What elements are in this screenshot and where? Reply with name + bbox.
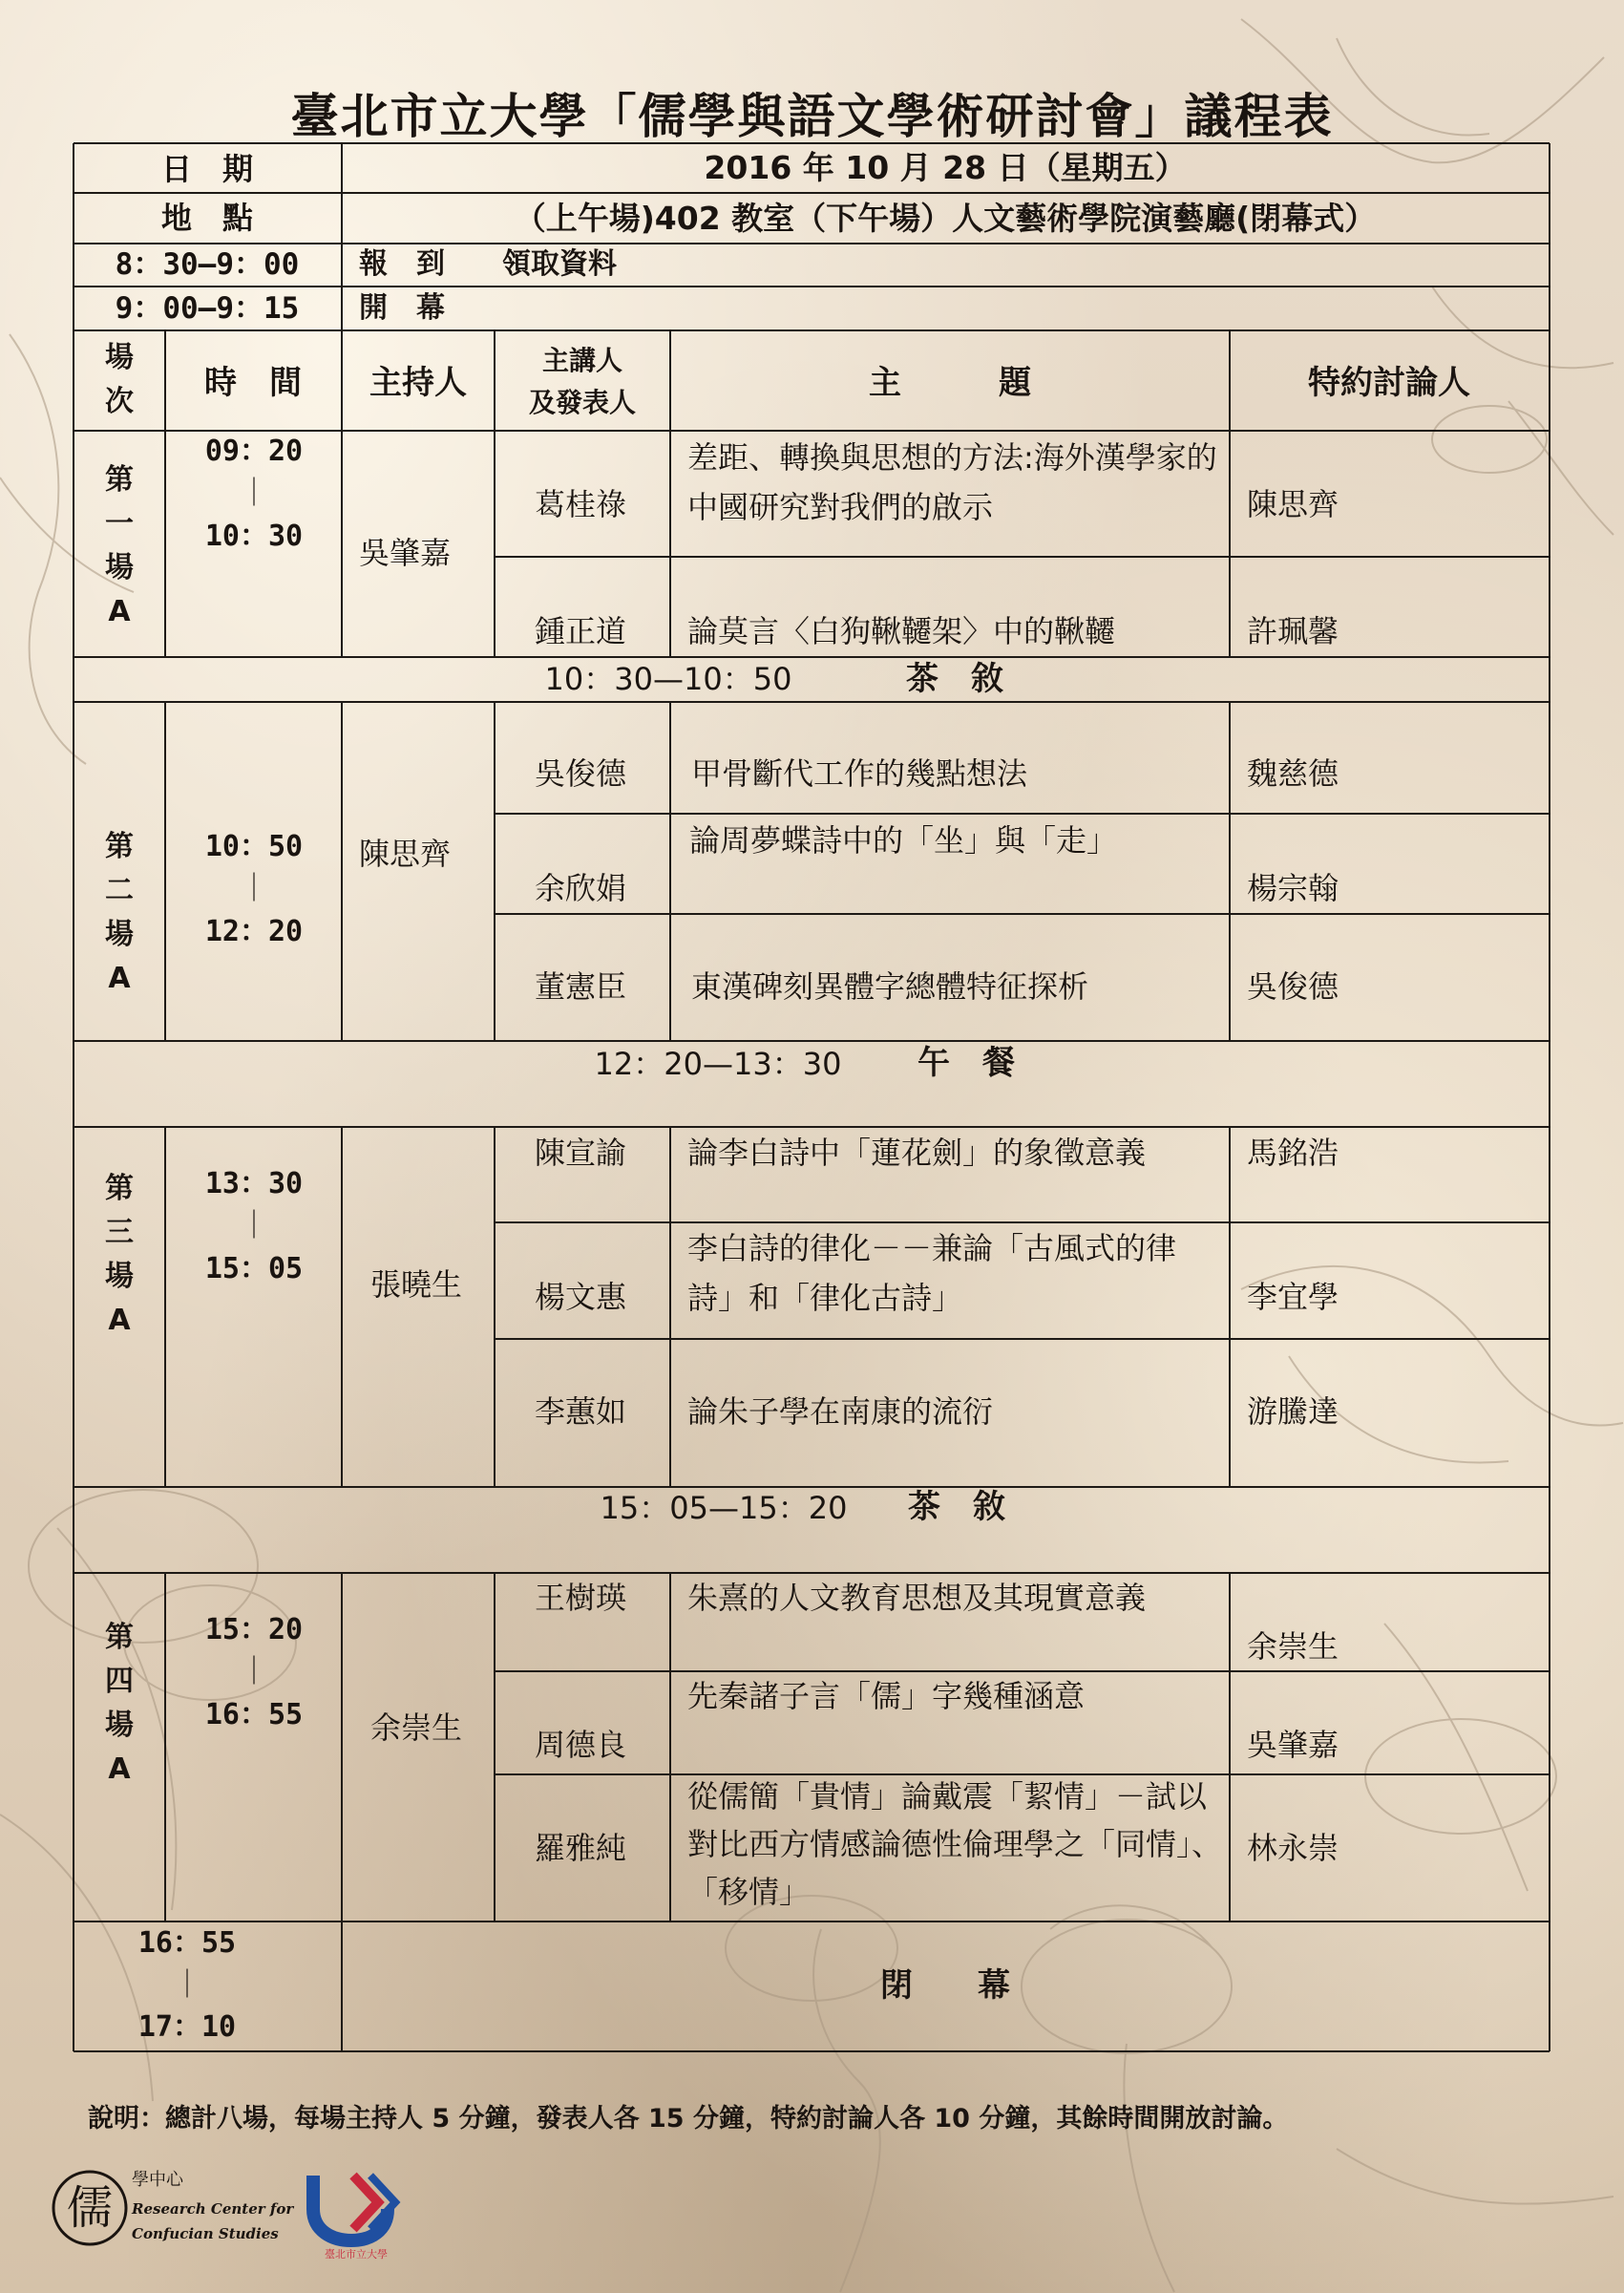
place-value: （上午場)402 教室（下午場）人文藝術學院演藝廳(閉幕式） <box>514 200 1377 237</box>
session-2-time-sep: ｜ <box>240 872 268 905</box>
footnote: 說明：總計八場，每場主持人 5 分鐘，發表人各 15 分鐘，特約討論人各 10 分鐘，其餘時間開放討論。 <box>88 2104 1289 2134</box>
ru-logo-text-1: 學中心 <box>132 2170 183 2190</box>
break-1-time: 10：30—10：50 <box>544 661 792 697</box>
session-2-time-end: 12：20 <box>204 915 304 948</box>
session-3-talk-1-topic: 論李白詩中「蓮花劍」的象徵意義 <box>687 1135 1147 1171</box>
registration-time: 8：30—9：00 <box>115 247 300 282</box>
col-header-speaker-line1: 主講人 <box>541 345 623 376</box>
session-2-talk-1-discussant: 魏慈德 <box>1247 755 1339 792</box>
break-3-label: 茶 敘 <box>908 1488 1005 1526</box>
session-3-time-end: 15：05 <box>204 1252 304 1285</box>
session-4-talk-1-topic: 朱熹的人文教育思想及其現實意義 <box>687 1580 1147 1616</box>
col-header-time: 時 間 <box>204 364 302 402</box>
opening-time: 9：00—9：15 <box>115 291 300 326</box>
session-1-time-sep: ｜ <box>240 477 268 510</box>
session-4-talk-2-discussant: 吳肇嘉 <box>1247 1727 1339 1763</box>
session-1-name: 第一場A <box>105 463 134 628</box>
session-2-talk-2-speaker: 余欣娟 <box>534 870 627 906</box>
session-4-time-start: 15：20 <box>204 1613 304 1646</box>
session-3-name: 第三場A <box>105 1172 134 1337</box>
session-3-talk-3-topic: 論朱子學在南康的流衍 <box>687 1393 994 1430</box>
break-2-time: 12：20—13：30 <box>594 1046 842 1082</box>
col-header-host: 主持人 <box>369 364 467 402</box>
session-2-time-start: 10：50 <box>204 830 304 863</box>
place-label: 地 點 <box>160 200 254 236</box>
session-4-talk-3-speaker: 羅雅純 <box>534 1830 627 1866</box>
closing-time-sep: ｜ <box>173 1968 201 2002</box>
session-4-talk-1-speaker: 王樹瑛 <box>534 1580 627 1616</box>
ut-logo-caption: 臺北市立大學 <box>325 2248 388 2261</box>
session-2-talk-3-speaker: 董憲臣 <box>534 968 627 1005</box>
session-3-time-sep: ｜ <box>240 1209 268 1242</box>
session-1-time-start: 09：20 <box>204 435 304 468</box>
session-2-talk-1-topic: 甲骨斷代工作的幾點想法 <box>691 755 1028 792</box>
closing-label: 閉 幕 <box>880 1966 1010 2005</box>
col-header-session: 場次 <box>105 341 134 418</box>
session-3-talk-2-topic: 李白詩的律化－－兼論「古風式的律詩」和「律化古詩」 <box>687 1230 1177 1316</box>
closing-time-start: 16：55 <box>137 1926 237 1960</box>
session-2-talk-2-discussant: 楊宗翰 <box>1247 870 1339 906</box>
session-1-talk-1-speaker: 葛桂祿 <box>534 486 627 522</box>
session-2-talk-3-discussant: 吳俊德 <box>1247 968 1339 1005</box>
session-3-talk-2-discussant: 李宜學 <box>1247 1279 1339 1315</box>
col-header-speaker-line2: 及發表人 <box>528 387 637 418</box>
session-2-host: 陳思齊 <box>359 836 452 872</box>
session-2-talk-2-topic: 論周夢蝶詩中的「坐」與「走」 <box>689 822 1118 859</box>
closing-time-end: 17：10 <box>137 2010 237 2044</box>
session-3-host: 張曉生 <box>370 1266 463 1303</box>
session-3-talk-3-speaker: 李蕙如 <box>534 1393 627 1430</box>
session-2-talk-3-topic: 東漢碑刻異體字總體特征探析 <box>691 968 1089 1005</box>
session-4-talk-2-speaker: 周德良 <box>534 1727 627 1763</box>
session-3-talk-2-speaker: 楊文惠 <box>534 1279 627 1315</box>
session-4-time-end: 16：55 <box>204 1698 304 1731</box>
ru-logo-text-2: Research Center for <box>132 2200 294 2218</box>
break-1-label: 茶 敘 <box>906 660 1003 698</box>
break-3-time: 15：05—15：20 <box>600 1490 848 1526</box>
session-2-name: 第二場A <box>105 830 134 995</box>
session-3-talk-1-speaker: 陳宣諭 <box>534 1135 627 1171</box>
registration-text: 報 到 領取資料 <box>359 247 617 281</box>
session-1-talk-2-discussant: 許珮馨 <box>1247 613 1339 649</box>
session-3-time-start: 13：30 <box>204 1167 304 1200</box>
research-center-logo <box>50 2160 294 2256</box>
date-label: 日 期 <box>160 151 254 187</box>
session-1-talk-1-discussant: 陳思齊 <box>1247 486 1339 522</box>
break-2-label: 午 餐 <box>917 1044 1015 1082</box>
session-3-talk-3-discussant: 游騰達 <box>1247 1393 1339 1430</box>
session-1-host: 吳肇嘉 <box>359 535 452 571</box>
session-4-talk-3-discussant: 林永崇 <box>1247 1830 1339 1866</box>
ru-logo-text-3: Confucian Studies <box>132 2225 279 2242</box>
session-1-talk-1-topic: 差距、轉換與思想的方法:海外漢學家的中國研究對我們的啟示 <box>687 439 1217 525</box>
session-1-talk-2-topic: 論莫言〈白狗鞦韆架〉中的鞦韆 <box>687 613 1116 649</box>
date-value: 2016 年 10 月 28 日（星期五） <box>704 149 1187 186</box>
col-header-topic: 主 題 <box>869 364 1031 402</box>
university-logo <box>304 2156 409 2261</box>
opening-text: 開 幕 <box>359 291 445 325</box>
session-1-time-end: 10：30 <box>204 520 304 553</box>
session-4-name: 第四場A <box>105 1621 134 1786</box>
col-header-discussant: 特約討論人 <box>1308 364 1470 402</box>
session-3-talk-1-discussant: 馬銘浩 <box>1247 1135 1339 1171</box>
session-2-talk-1-speaker: 吳俊德 <box>534 755 627 792</box>
session-4-time-sep: ｜ <box>240 1655 268 1688</box>
page-title: 臺北市立大學「儒學與語文學術研討會」議程表 <box>290 89 1334 144</box>
session-4-talk-2-topic: 先秦諸子言「儒」字幾種涵意 <box>687 1678 1086 1714</box>
session-4-talk-1-discussant: 余崇生 <box>1247 1628 1339 1665</box>
session-1-talk-2-speaker: 鍾正道 <box>534 613 627 649</box>
session-4-talk-3-topic: 從儒簡「貴情」論戴震「絜情」－試以對比西方情感論德性倫理學之「同情」、「移情」 <box>687 1778 1223 1910</box>
session-4-host: 余崇生 <box>370 1709 463 1746</box>
ru-logo-char: 儒 <box>66 2181 114 2235</box>
